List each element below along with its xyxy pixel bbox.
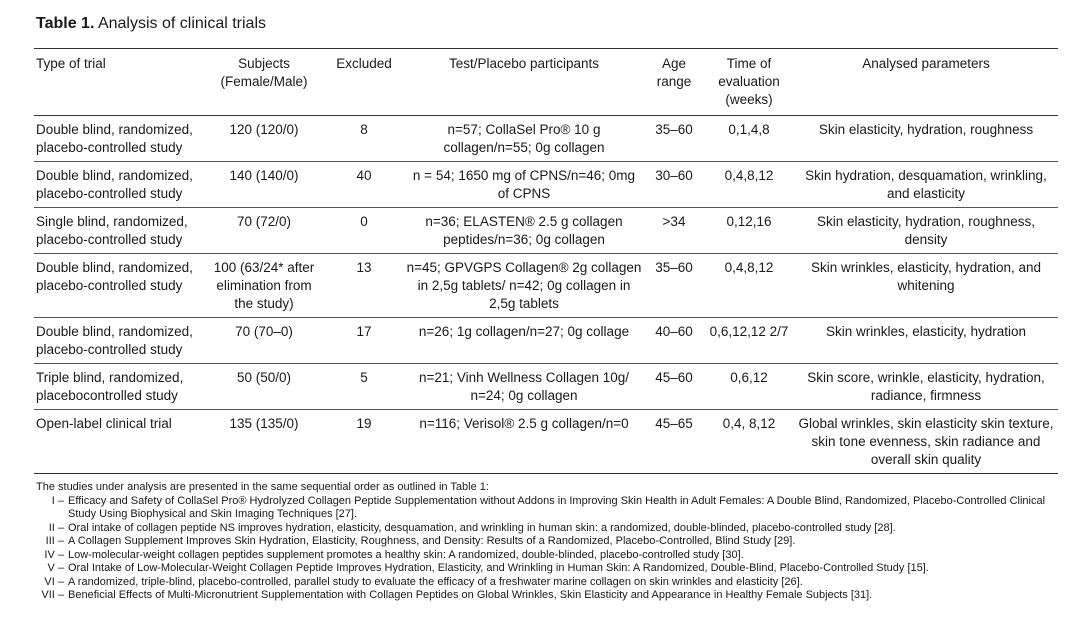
footnote-text: Oral intake of collagen peptide NS improves hydration, elasticity, desquamation, and wrinkling in human skin: a randomized, double-blinded, placebo-controlled study [28].	[68, 521, 896, 534]
footnote-number: II –	[48, 521, 64, 534]
table-cell: Skin wrinkles, elasticity, hydration	[825, 324, 1027, 339]
table-cell: 45–65	[655, 416, 693, 431]
clinical-trials-table	[34, 48, 1058, 474]
table-cell: 35–60	[655, 260, 693, 275]
footnote-number: III –	[45, 535, 64, 547]
table-cell: 0	[360, 214, 368, 229]
table-cell: 0,6,12,12 2/7	[709, 324, 789, 339]
table-cell: Skin hydration, desquamation, wrinkling, and elasticity	[805, 168, 1047, 201]
table-cell: Double blind, randomized, placebo-controlled study	[36, 168, 193, 201]
footnote-text: A Collagen Supplement Improves Skin Hydration, Elasticity, Roughness, and Density: Results of a Randomized, Placebo-Controlled, Blind Study [29].	[68, 535, 796, 547]
table-cell: 40	[356, 168, 372, 183]
table-cell: 40–60	[655, 324, 693, 339]
table-cell: Skin elasticity, hydration, roughness	[818, 122, 1034, 137]
table-cell: 0,4, 8,12	[722, 416, 776, 431]
table-cell: 0,6,12	[730, 370, 768, 385]
table-row	[34, 254, 1058, 318]
footnote-item	[36, 495, 1066, 522]
table-row	[34, 318, 1058, 364]
footnote-number: IV –	[44, 548, 64, 561]
table-cell: Single blind, randomized, placebo-controlled study	[36, 214, 188, 247]
table-cell: n=21; Vinh Wellness Collagen 10g/ n=24; 0g collagen	[418, 370, 630, 403]
table-cell: 100 (63/24* after elimination from the study)	[213, 260, 315, 311]
col-header: Time of evaluation (weeks)	[718, 56, 780, 107]
table-cell: n=45; GPVGPS Collagen® 2g collagen in 2,5g tablets/ n=42; 0g collagen in 2,5g tablets	[406, 260, 642, 311]
col-header: Excluded	[336, 56, 392, 71]
footnote-item	[36, 576, 1066, 590]
table-cell: 135 (135/0)	[229, 416, 299, 431]
table-cell: 30–60	[655, 168, 693, 183]
table-row	[34, 364, 1058, 410]
col-header: Subjects (Female/Male)	[220, 56, 308, 89]
table-cell: 35–60	[655, 122, 693, 137]
table-cell: 17	[356, 324, 372, 339]
footnote-number: I –	[51, 494, 64, 507]
table-cell: 0,4,8,12	[724, 168, 774, 183]
table-cell: 70 (70–0)	[235, 324, 293, 339]
table-cell: Double blind, randomized, placebo-controlled study	[36, 260, 193, 293]
table-row	[34, 208, 1058, 254]
table-cell: n=36; ELASTEN® 2.5 g collagen peptides/n=36; 0g collagen	[425, 214, 623, 247]
table-cell: Double blind, randomized, placebo-controlled study	[36, 324, 193, 357]
footnote-text: Low-molecular-weight collagen peptides supplement promotes a healthy skin: A randomized, double-blinded, placebo-controlled study [30].	[68, 548, 744, 561]
footnote-number: V –	[47, 562, 64, 574]
footnotes	[36, 481, 1066, 603]
footnote-text: Beneficial Effects of Multi-Micronutrient Supplementation with Collagen Peptides on Global Wrinkles, Skin Elasticity and Appearance in Healthy Female Subjects [31].	[68, 589, 873, 601]
col-header: Age range	[656, 56, 692, 89]
col-header: Test/Placebo participants	[448, 56, 600, 71]
col-header: Analysed parameters	[862, 56, 990, 71]
footnote-intro: The studies under analysis are presented in the same sequential order as outlined in Table 1:	[36, 481, 489, 493]
table-cell: Skin wrinkles, elasticity, hydration, and whitening	[810, 260, 1042, 293]
footnote-number: VI –	[44, 575, 64, 588]
table-row	[34, 116, 1058, 162]
table-cell: 19	[356, 416, 372, 431]
table-cell: 70 (72/0)	[236, 214, 292, 229]
table-cell: 140 (140/0)	[229, 168, 299, 183]
footnote-text: A randomized, triple‐blind, placebo‐controlled, parallel study to evaluate the efficacy of a freshwater marine collagen on skin wrinkles and elasticity [26].	[68, 575, 803, 588]
table-cell: 5	[360, 370, 368, 385]
table-cell: Skin elasticity, hydration, roughness, density	[816, 214, 1036, 247]
table-cell: 45–60	[655, 370, 693, 385]
table-cell: n=57; CollaSel Pro® 10 g collagen/n=55; 0g collagen	[443, 122, 605, 155]
col-header: Type of trial	[36, 56, 106, 71]
table-cell: 8	[360, 122, 368, 137]
footnote-item	[36, 549, 1066, 563]
table-cell: n=116; Verisol® 2.5 g collagen/n=0	[419, 416, 629, 431]
table-title: Table 1. Analysis of clinical trials	[36, 15, 267, 32]
footnote-text: Oral Intake of Low-Molecular-Weight Collagen Peptide Improves Hydration, Elasticity, and Wrinkling in Human Skin: A Randomized, Double-Blind, Placebo-Controlled Study [15].	[68, 562, 929, 574]
table-cell: 0,1,4,8	[728, 122, 770, 137]
table-cell: 120 (120/0)	[229, 122, 299, 137]
table-row	[34, 162, 1058, 208]
table-cell: Skin score, wrinkle, elasticity, hydration, radiance, firmness	[807, 370, 1045, 403]
table-cell: 50 (50/0)	[236, 370, 292, 385]
table-cell: Triple blind, randomized, placebocontrolled study	[36, 370, 184, 403]
table-cell: Open-label clinical trial	[36, 416, 172, 431]
footnote-item	[36, 562, 1066, 576]
table-cell: Double blind, randomized, placebo-controlled study	[36, 122, 193, 155]
table-cell: 0,4,8,12	[724, 260, 774, 275]
footnote-item	[36, 589, 1066, 603]
table-cell: n = 54; 1650 mg of CPNS/n=46; 0mg of CPNS	[412, 168, 636, 201]
table-cell: 0,12,16	[726, 214, 772, 229]
table-cell: >34	[662, 214, 686, 229]
footnote-text: Efficacy and Safety of CollaSel Pro® Hydrolyzed Collagen Peptide Supplementation without Addons in Improving Skin Health in Adult Females: A Double Blind, Randomized, Placebo-Controlled Clinical Study Using Biophysical and Skin Imaging Techniques [27].	[68, 494, 1046, 520]
table-cell: 13	[356, 260, 372, 275]
table-row	[34, 410, 1058, 474]
header-row	[34, 49, 1058, 116]
table-cell: Global wrinkles, skin elasticity skin texture, skin tone evenness, skin radiance and overall skin quality	[798, 416, 1054, 467]
table-cell: n=26; 1g collagen/n=27; 0g collage	[418, 324, 630, 339]
footnote-number: VII –	[41, 589, 64, 601]
footnote-item	[36, 535, 1066, 549]
footnote-item	[36, 522, 1066, 536]
